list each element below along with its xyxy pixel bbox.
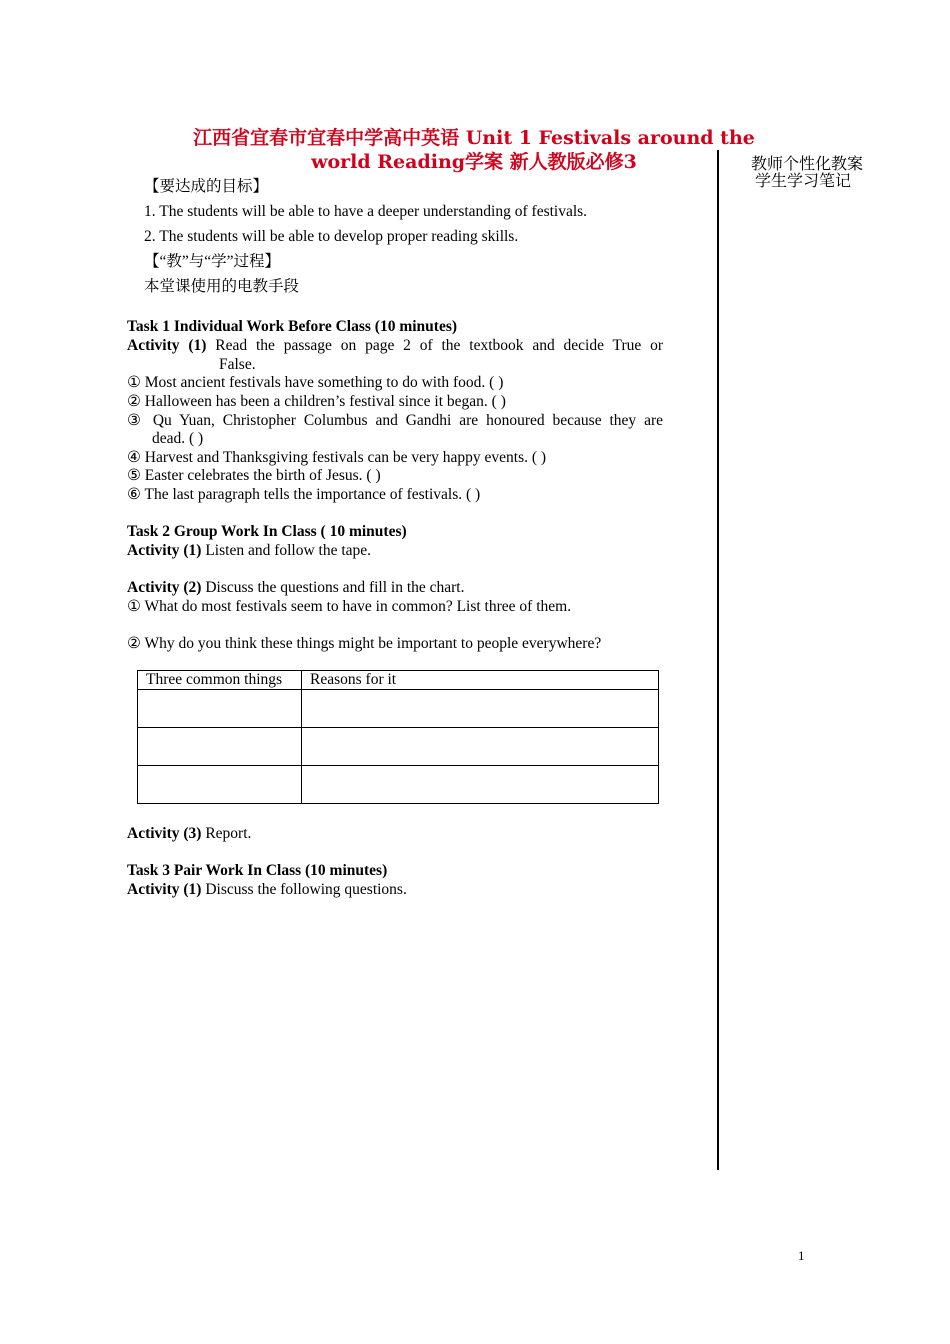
goal-item-1: 1. The students will be able to have a deeper understanding of festivals. xyxy=(144,203,588,220)
task2-activity2-text: Discuss the questions and fill in the chart. xyxy=(201,579,465,596)
task2-activity3-label: Activity (3) xyxy=(127,825,202,842)
task1-activity1 xyxy=(127,336,663,355)
task2-activity3 xyxy=(127,824,251,843)
task2-activity1 xyxy=(127,541,371,560)
sidebar-note-student: 学生学习笔记 xyxy=(755,173,852,190)
table-row xyxy=(138,690,659,728)
tf-item-2: ② Halloween has been a children’s festival since it began. ( ) xyxy=(127,393,506,410)
chart-header-reasons: Reasons for it xyxy=(302,671,659,690)
media-note: 本堂课使用的电教手段 xyxy=(144,278,300,295)
task1-activity1-label: Activity (1) xyxy=(127,337,207,354)
chart-header-things: Three common things xyxy=(138,671,302,690)
task2-activity2 xyxy=(127,578,465,597)
tf-item-3-continuation: dead. ( ) xyxy=(152,430,204,447)
task3-activity1 xyxy=(127,880,407,899)
tf-item-4: ④ Harvest and Thanksgiving festivals can be very happy events. ( ) xyxy=(127,449,547,466)
tf-item-1: ① Most ancient festivals have something to do with food. ( ) xyxy=(127,374,504,391)
chart-cell-thing[interactable] xyxy=(138,728,302,766)
task2-activity1-label: Activity (1) xyxy=(127,542,202,559)
tf-item-3: ③ Qu Yuan, Christopher Columbus and Gandhi are honoured because they are xyxy=(127,412,663,429)
task2-heading: Task 2 Group Work In Class ( 10 minutes) xyxy=(127,523,407,540)
document-title-line-1: 江西省宜春市宜春中学高中英语 Unit 1 Festivals around the xyxy=(193,127,755,149)
tf-item-5: ⑤ Easter celebrates the birth of Jesus. ( ) xyxy=(127,467,381,484)
process-heading: 【“教”与“学”过程】 xyxy=(144,253,281,270)
task2-activity2-label: Activity (2) xyxy=(127,579,202,596)
chart-cell-reason[interactable] xyxy=(302,690,659,728)
goals-heading: 【要达成的目标】 xyxy=(144,178,269,195)
tf-item-6: ⑥ The last paragraph tells the importance of festivals. ( ) xyxy=(127,486,481,503)
chart-cell-reason[interactable] xyxy=(302,728,659,766)
document-title-line-2: world Reading学案 新人教版必修3 xyxy=(311,151,637,173)
task1-activity1-text: Read the passage on page 2 of the textbook and decide True or xyxy=(215,337,664,354)
task1-activity1-continuation: False. xyxy=(219,356,256,373)
chart-cell-reason[interactable] xyxy=(302,766,659,804)
page-number: 1 xyxy=(798,1248,805,1263)
task1-heading: Task 1 Individual Work Before Class (10 minutes) xyxy=(127,318,458,335)
task3-heading: Task 3 Pair Work In Class (10 minutes) xyxy=(127,862,388,879)
common-things-chart xyxy=(137,670,659,804)
task2-activity1-text: Listen and follow the tape. xyxy=(201,542,372,559)
chart-cell-thing[interactable] xyxy=(138,766,302,804)
task2-activity3-text: Report. xyxy=(201,825,252,842)
sidebar-divider xyxy=(717,150,719,1170)
task3-activity1-label: Activity (1) xyxy=(127,881,202,898)
task2-question-1: ① What do most festivals seem to have in common? List three of them. xyxy=(127,598,572,615)
table-row xyxy=(138,728,659,766)
sidebar-note-teacher: 教师个性化教案 xyxy=(751,156,864,173)
task3-activity1-text: Discuss the following questions. xyxy=(201,881,407,898)
chart-cell-thing[interactable] xyxy=(138,690,302,728)
table-row xyxy=(138,766,659,804)
task2-question-2: ② Why do you think these things might be important to people everywhere? xyxy=(127,635,602,652)
chart-header-row xyxy=(138,671,659,690)
goal-item-2: 2. The students will be able to develop proper reading skills. xyxy=(144,228,519,245)
